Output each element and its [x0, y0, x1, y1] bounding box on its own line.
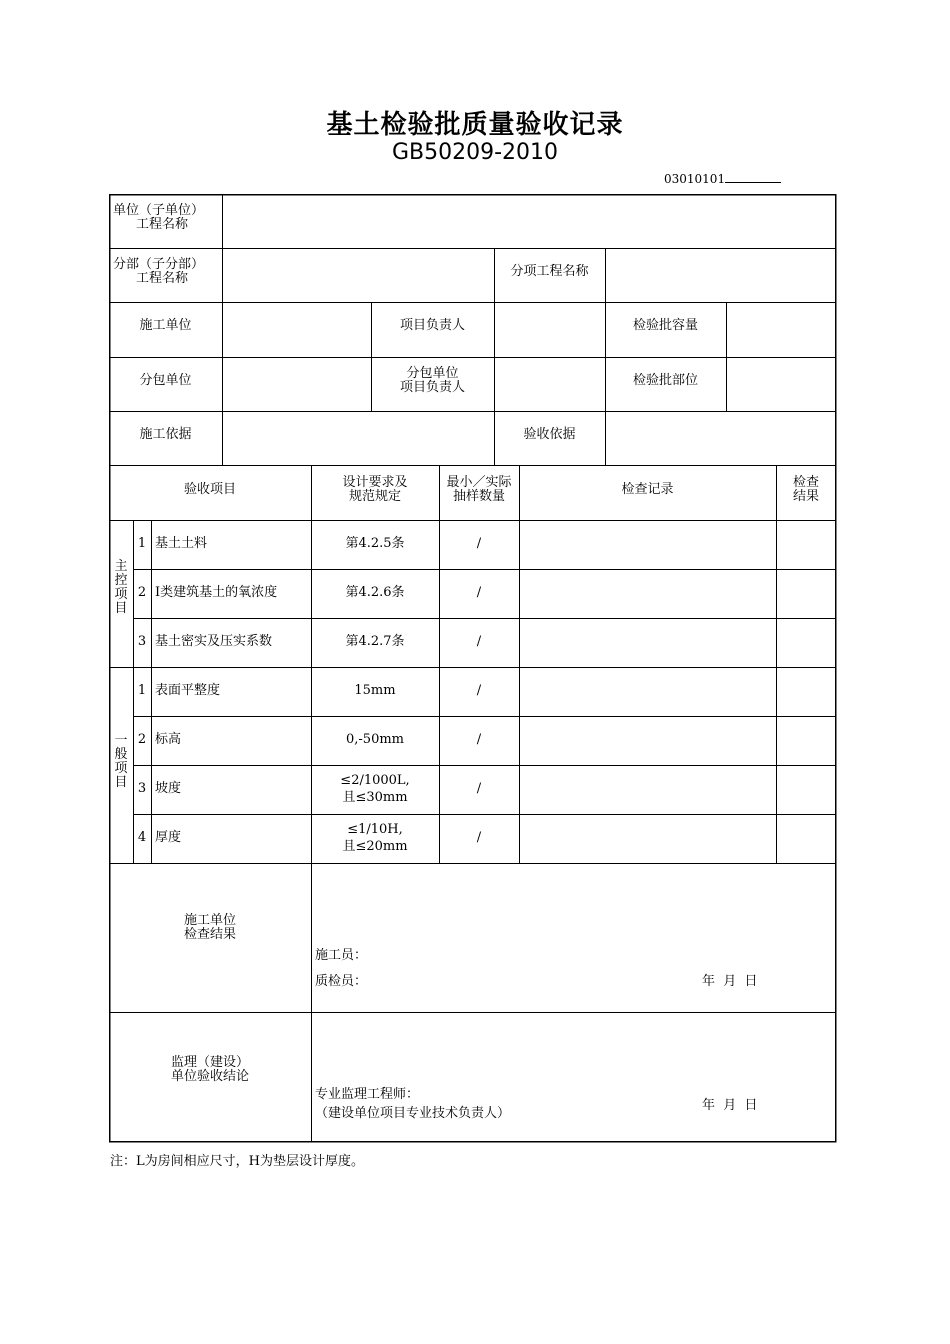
sub-unit-label: 分包单位: [139, 373, 192, 388]
general-item-name: 厚度: [155, 830, 182, 845]
general-item-req: ≤1/10H,: [347, 822, 403, 837]
general-item-no: 1: [137, 683, 147, 698]
inspector-label: 质检员：: [315, 974, 368, 989]
col-design-req-2: 规范规定: [348, 489, 401, 504]
col-result: 检查: [792, 475, 819, 490]
subunit-name-label-2: 工程名称: [136, 271, 189, 286]
engineer-label: 专业监理工程师：: [315, 1087, 420, 1102]
general-item-req: 0,-50mm: [346, 732, 404, 747]
standard-code: GB50209-2010: [391, 140, 559, 165]
general-item-sample: /: [476, 683, 482, 698]
col-result-2: 结果: [792, 489, 819, 504]
sub-manager-label: 分包单位: [406, 366, 459, 381]
unit-name-label: 单位（子单位）: [113, 203, 205, 218]
general-item-req-2: 且≤30mm: [342, 790, 408, 805]
general-item-req: ≤2/1000L,: [340, 773, 410, 788]
main-group-label: 主控项目: [114, 559, 128, 616]
construction-check-label-2: 检查结果: [183, 927, 236, 942]
main-item-name: 基土土料: [155, 536, 208, 551]
general-item-req-2: 且≤20mm: [342, 839, 408, 854]
main-item-sample: /: [476, 634, 482, 649]
general-item-name: 标高: [155, 732, 182, 747]
page-title: 基土检验批质量验收记录: [326, 110, 624, 140]
col-sample-2: 抽样数量: [452, 489, 505, 504]
project-manager-label: 项目负责人: [399, 318, 465, 333]
sub-manager-label-2: 项目负责人: [399, 380, 465, 395]
general-item-req: 15mm: [354, 683, 396, 698]
construction-basis-label: 施工依据: [139, 427, 192, 442]
main-item-name: 基土密实及压实系数: [155, 634, 273, 649]
subunit-name-label: 分部（子分部）: [113, 257, 205, 272]
general-item-sample: /: [476, 781, 482, 796]
col-record: 检查记录: [621, 482, 674, 497]
worker-label: 施工员：: [315, 948, 368, 963]
batch-capacity-label: 检验批容量: [632, 318, 698, 333]
acceptance-basis-label: 验收依据: [523, 427, 576, 442]
construction-unit-label: 施工单位: [139, 318, 192, 333]
main-item-no: 1: [137, 536, 147, 551]
general-item-no: 4: [137, 830, 147, 845]
construction-check-label: 施工单位: [183, 913, 236, 928]
unit-name-label-2: 工程名称: [136, 217, 189, 232]
main-item-no: 2: [137, 585, 147, 600]
col-design-req: 设计要求及: [342, 475, 408, 490]
general-item-sample: /: [476, 830, 482, 845]
supervision-label: 监理（建设）: [170, 1055, 249, 1070]
batch-location-label: 检验批部位: [632, 373, 698, 388]
supervision-date: 年 月 日: [702, 1098, 758, 1113]
general-item-sample: /: [476, 732, 482, 747]
general-item-no: 3: [137, 781, 147, 796]
supervision-label-2: 单位验收结论: [170, 1069, 249, 1084]
footnote: 注：L为房间相应尺寸，H为垫层设计厚度。: [110, 1154, 364, 1169]
general-item-name: 坡度: [155, 781, 182, 796]
general-group-label: 一般项目: [114, 733, 128, 790]
col-sample: 最小／实际: [446, 475, 512, 490]
main-item-req: 第4.2.7条: [345, 634, 405, 649]
col-acceptance-item: 验收项目: [183, 482, 236, 497]
general-item-name: 表面平整度: [155, 683, 221, 698]
main-item-req: 第4.2.6条: [345, 585, 405, 600]
owner-label: （建设单位项目专业技术负责人）: [315, 1106, 511, 1121]
main-item-sample: /: [476, 536, 482, 551]
main-item-no: 3: [137, 634, 147, 649]
main-item-sample: /: [476, 585, 482, 600]
main-item-req: 第4.2.5条: [345, 536, 405, 551]
construction-date: 年 月 日: [702, 974, 758, 989]
item-name-label: 分项工程名称: [510, 264, 589, 279]
general-item-no: 2: [137, 732, 147, 747]
main-item-name: I类建筑基土的氧浓度: [155, 585, 278, 600]
form-code-number: 03010101: [664, 172, 726, 186]
